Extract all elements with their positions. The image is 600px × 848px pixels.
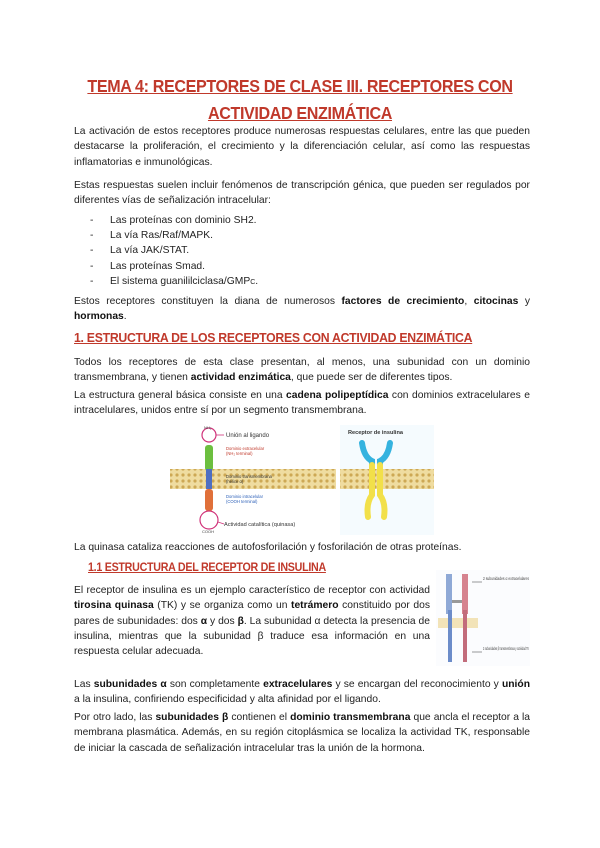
beta-bar-right — [463, 610, 467, 662]
page-title-line1: TEMA 4: RECEPTORES DE CLASE III. RECEPTORES CON — [87, 76, 513, 96]
section11-paragraph-2: Las subunidades α son completamente extracelulares y se encargan del reconocimiento y unión a la insulina, confiriendo especificidad y alta afinidad por el ligando. — [74, 679, 530, 706]
intro-paragraph-3: Estos receptores constituyen la diana de numerosos factores de crecimiento, citocinas y hormonas. — [74, 296, 530, 323]
label-ligand-binding: Unión al ligando — [226, 433, 270, 439]
figure2-label-alpha: 2 subunidades α extracelulares — [483, 576, 529, 581]
figure2-label-beta: 2 subunidades β transmembrana y actividad TK — [483, 646, 530, 651]
intro-paragraph-2: Estas respuestas suelen incluir fenómenos de transcripción génica, que pueden ser regulados por diferentes vías de señalización intracelular: — [74, 180, 530, 207]
receptor-structure-figure — [168, 425, 434, 535]
ligand-circle — [202, 428, 216, 442]
section1-paragraph-1: Todos los receptores de esta clase presentan, al menos, una subunidad con un dominio transmembrana, y tienen actividad enzimática, que puede ser de diferentes tipos. — [74, 357, 530, 384]
nh2-label: NH₂ — [204, 425, 212, 430]
alpha-bar-left — [446, 574, 452, 614]
section1-paragraph-3: La quinasa cataliza reacciones de autofosforilación y fosforilación de otras proteínas. — [74, 542, 462, 553]
disulfide-bridge — [452, 600, 462, 603]
insulin-tetramer-figure — [436, 570, 530, 666]
label-transmembrane: Dominio transmembrana — [226, 474, 272, 479]
list-item: - La vía JAK/STAT. — [74, 243, 258, 258]
label-catalytic-activity: Actividad catalítica (quinasa) — [224, 522, 296, 528]
beta-bar-left — [448, 610, 452, 662]
label-extracellular: Dominio extracelular — [226, 446, 265, 451]
membrane-pattern — [170, 469, 336, 489]
list-item: - El sistema guanililciclasa/GMPC. — [74, 274, 258, 290]
section11-paragraph-3: Por otro lado, las subunidades β contienen el dominio transmembrana que ancla el receptor a la membrana plasmática. Además, en su región citoplásmica se localiza la actividad TK, responsable de iniciar la cascada de señalización intracelular tras la unión de la hormona. — [74, 712, 531, 754]
intro-paragraph-1: La activación de estos receptores produce numerosas respuestas celulares, entre las que pueden destacarse la proliferación, el crecimiento y la diferenciación celular, así como las respuestas inflamatorias e inmunológicas. — [74, 126, 530, 168]
section1-paragraph-2: La estructura general básica consiste en una cadena polipeptídica con dominios extracelulares e intracelulares, unidos entre sí por un segmento transmembrana. — [74, 390, 530, 417]
alpha-bar-right — [462, 574, 468, 614]
page-title-line2: ACTIVIDAD ENZIMÁTICA — [207, 103, 393, 123]
section11-paragraph-1: El receptor de insulina es un ejemplo característico de receptor con actividad tirosina quinasa (TK) y se organiza como un tetrámero constituido por dos pares de subunidades: dos α y dos β. La subunidad α detecta la presencia de insulina, mientras que la subunidad β traduce esa información en una respuesta celular adecuada. — [74, 585, 430, 658]
label-intracellular-2: (COOH terminal) — [226, 499, 258, 504]
list-item: - La vía Ras/Raf/MAPK. — [74, 228, 258, 243]
cooh-label: COOH — [202, 529, 214, 534]
label-transmembrane-2: (hélice α) — [226, 479, 244, 484]
section-heading-1-1: 1.1 ESTRUCTURA DEL RECEPTOR DE INSULINA — [88, 562, 326, 574]
membrane-pattern-right — [340, 469, 434, 489]
section-heading-1: 1. ESTRUCTURA DE LOS RECEPTORES CON ACTIVIDAD ENZIMÁTICA — [74, 330, 473, 345]
pathway-list — [74, 213, 258, 290]
label-insulin-receptor: Receptor de insulina — [348, 430, 404, 436]
extracellular-domain-shape — [205, 445, 213, 471]
subscript: C — [250, 278, 256, 286]
list-item: - Las proteínas Smad. — [74, 259, 258, 274]
label-intracellular: Dominio intracelular — [226, 494, 264, 499]
list-item: - Las proteínas con dominio SH2. — [74, 213, 258, 228]
kinase-circle — [200, 511, 218, 529]
transmembrane-domain-shape — [206, 469, 212, 489]
label-extracellular-2: (NH₂ terminal) — [226, 451, 253, 456]
intracellular-domain-shape — [205, 489, 213, 511]
figure2-membrane — [438, 618, 478, 628]
